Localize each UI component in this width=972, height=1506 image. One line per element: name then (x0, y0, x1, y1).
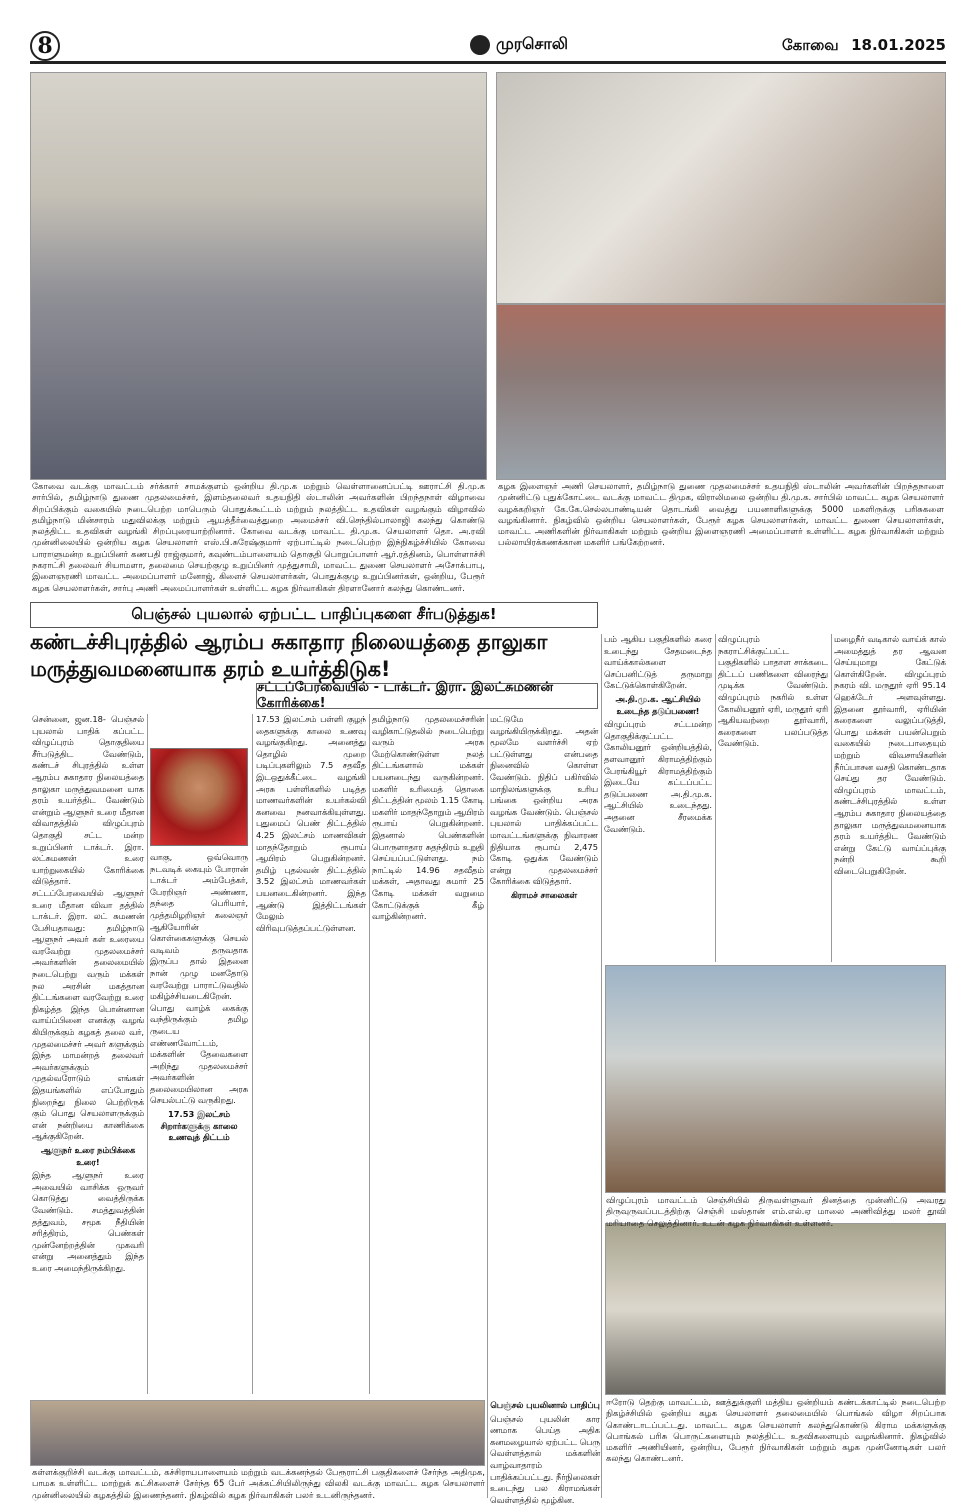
photo1-caption: கோவை வடக்கு மாவட்டம் சர்க்கார் சாமக்குளம் ஒன்றிய தி.மு.க மற்றும் வெள்ளானைப்பட்டி ஊராட்சி தி.மு.க சார்பில், தமிழ்நாடு துணை முதலமைச்சர், இளம்தலைவர் உதயநிதி ஸ்டாலின் அவர்களின் பிறந்தநாள் விழாவை சிறப்பிக்கும் வகையில் நடைபெற்ற மாபெரும் பொதுக்கூட்டம் மற்றும் நலத்திட்ட உதவிகள் வழங்கும் விழாவில் தமிழ்நாடு மின்சாரம் மதுவிலக்கு மற்றும் ஆயத்தீர்வைத்துறை அமைச்சர் வி.செந்தில்பாலாஜி கலந்து கொண்டு நலத்திட்ட உதவிகள் வழங்கி சிறப்புரையாற்றினார். கோவை வடக்கு மாவட்ட தி.மு.க. செயலாளர் தொ. அ.ரவி முன்னிலையில் ஒன்றிய கழக செயலாளர் எஸ்.பி.சுரேஷ்குமார் ஏற்பாட்டில் நடைபெற்ற இந்நிகழ்ச்சியில் கோவை பாராளுமன்ற உறுப்பினர் கணபதி ராஜ்குமார், கவுண்டம்பாளையம் தொகுதி பொறுப்பாளர் ஆர்.ரத்தினம், பொள்ளாச்சி நகராட்சி தலைவர் சியாமளா, தலைமை செயற்குழு உறுப்பினர் முத்துசாமி, மாவட்ட துணை செயலாளர் அசோக்பாபு, இளைஞரணி மாவட்ட அமைப்பாளர் மனோஜ், கிளைச் செயலாளர்கள், பொதுக்குழு உறுப்பினர்கள், ஒன்றிய, பேரூர் கழக செயலாளர்கள், சார்பு அணி அமைப்பாளர்கள் உள்ளிட்ட கழக நிர்வாகிகள் திரளானோர் கலந்து கொண்டனர். (32, 482, 485, 594)
article-headline-box (30, 632, 598, 682)
photo-sewing-machine-event (30, 72, 487, 480)
column-divider (601, 634, 602, 1498)
photo5-caption: ஈரோடு தெற்கு மாவட்டம், ஊத்துக்குளி மத்திய ஒன்றியம் கண்டக்காட்டில் நடைபெற்ற நிகழ்ச்சியில் ஒன்றிய கழக செயலாளர் தலைமையில் பொங்கல் விழா சிறப்பாக கொண்டாடப்பட்டது. மாவட்ட கழக செயலாளர் கலந்துகொண்டு கிராம மக்களுக்கு பொங்கல் பரிசு பொருட்களையும் நலத்திட்ட உதவிகளையும் வழங்கினார். நிகழ்வில் மகளிர் அணியினர், ஒன்றிய, பேரூர் நிர்வாகிகள் மற்றும் கழக முன்னோடிகள் பலர் கலந்து கொண்டனர். (606, 1398, 946, 1465)
photo-pongal-event (605, 1223, 946, 1395)
column-9-text: பெஞ்சல் புயலின் கார ணமாக பெய்த அதிக கனமழையால் ஏற்பட்ட பெரு வெள்ளத்தால் மக்களின் வாழ்வாதாரம் பாதிக்கப்பட்டது. நீர்நிலைகள் உடைந்து பல கிராமங்கள் வெள்ளத்தில் மூழ்கின. (490, 1413, 600, 1505)
edition-label: கோவை (782, 36, 839, 54)
column-6-text: பம் ஆகிய பகுதிகளில் கரை உடைந்து சேதமடைந்த வாய்க்கால்களை செப்பனிட்டுத் தருமாறு கேட்டுக்கொள்கிறேன். (604, 634, 712, 691)
article-column-7: விழுப்புரம் நகராட்சிக்குட்பட்ட பகுதிகளில் பாதாள சாக்கடை திட்டப் பணிகளை விரைந்து முடிக்க வேண்டும். விழுப்புரம் நகரில் உள்ள கோலியனூர் ஏரி, மருதூர் ஏரி ஆகியவற்றை தூர்வாரி, கரைகளை பலப்படுத்த வேண்டும். (718, 634, 828, 749)
page-number: 8 (30, 31, 60, 61)
mla-portrait (150, 748, 248, 846)
page-header (30, 30, 946, 64)
photo-crowd-women (496, 304, 946, 480)
column-divider (147, 714, 148, 1394)
photo4-caption: விழுப்புரம் மாவட்டம் செஞ்சியில் திருவள்ளுவர் தினத்தை முன்னிட்டு அவரது திருவுருவப்படத்திற்கு செஞ்சி மஸ்தான் எம்.எல்.ஏ மாலை அணிவித்து மலர் தூவி மரியாதை செலுத்தினார். உடன் கழக நிர்வாகிகள் உள்ளனர். (606, 1196, 946, 1229)
article-column-3: 17.53 இலட்சம் பள்ளி குழந் தைகளுக்கு காலை உணவு வழங்குகிறது. அனைத்து தொழில் முறை படிப்புகளிலும் 7.5 சதவீத இடஒதுக்கீட்டை வழங்கி அரசு பள்ளிகளில் படித்த மாணவர்களின் உயர்கல்வி கனவை நனவாக்கியுள்ளது. புதுமைப் பெண் திட்டத்தில் 4.25 இலட்சம் மாணவிகள் மாதந்தோறும் ரூபாய் ஆயிரம் பெறுகின்றனர். தமிழ் புதல்வன் திட்டத்தில் 3.52 இலட்சம் மாணவர்கள் பயனடைகின்றனர். இந்த ஆண்டு இத்திட்டங்கள் மேலும் விரிவுபடுத்தப்பட்டுள்ளன. (256, 714, 366, 933)
masthead (470, 34, 568, 55)
article-column-9 (490, 1398, 600, 1505)
column-2-subheading: 17.53 இலட்சம் சிறார்களுக்கு காலை உணவுத் திட்டம் (160, 1109, 238, 1143)
column-divider (715, 634, 716, 962)
article-kicker-box (30, 602, 598, 628)
article-column-1 (32, 714, 144, 1394)
article-subhead: சட்டப்பேரவையில் - டாக்டர். இரா. இலட்சுமணன் கோரிக்கை! (257, 680, 554, 711)
column-5-subheading: கிராமச் சாலைகள் (510, 889, 578, 900)
column-divider (252, 714, 253, 1394)
article-headline: கண்டச்சிபுரத்தில் ஆரம்ப சுகாதார நிலையத்தை தாலுகா மருத்துவமனையாக தரம் உயர்த்திடுக! (30, 630, 548, 681)
column-divider (369, 714, 370, 1394)
column-2-text: வாகு, ஒவ்வொரு நடவடிக் கையும் போரான் டாக்டர் அம்பேத்கர், பேரறிஞர் அண்ணா, தந்தை பெரியார், முத்தமிழறிஞர் கலைஞர் ஆகியோரின் கொள்கைகளுக்கு செயல் வடிவம் தருவதாக இருப்ப தால் இதனை நான் முழு மனதோடு வரவேற்று பாராட்டுவதில் மகிழ்ச்சியடைகிறேன். பொது வாழ்க் கைக்கு வந்திருக்கும் தமிழ ருடைய எண்ணவோட்டம், மக்களின் தேவைகளை அறிந்து முதலமைச்சர் அவர்களின் தலைமையிலான அரசு செயல்பட்டு வருகிறது. (150, 852, 248, 1106)
newspaper-logo-icon (470, 35, 490, 55)
column-6-subheading: அ.தி.மு.க. ஆட்சியில் உடைந்த தடுப்பணை! (615, 693, 701, 716)
photo-thiruvalluvar-tribute (605, 965, 946, 1193)
photo6-caption: கள்ளக்குறிச்சி வடக்கு மாவட்டம், கச்சிராயபாளையம் மற்றும் வடக்கனந்தல் பேரூராட்சி பகுதிகளைச் சேர்ந்த அதிமுக, பாமக உள்ளிட்ட மாற்றுக் கட்சிகளைச் சேர்ந்த 65 பேர் அக்கட்சியிலிருந்து விலகி வடக்கு மாவட்ட கழக செயலாளர் முன்னிலையில் கழகத்தில் இணைந்தனர். நிகழ்வில் கழக நிர்வாகிகள் பலர் உடனிருந்தனர். (32, 1468, 485, 1501)
article-column-4: தமிழ்நாடு முதலமைச்சரின் வழிகாட்டுதலில் நடைபெற்று வரும் அரசு மேற்கொண்டுள்ள நலத் திட்டங்களால் மக்கள் பயனடைந்து வருகின்றனர். மகளிர் உரிமைத் தொகை திட்டத்தின் மூலம் 1.15 கோடி மகளிர் மாதந்தோறும் ஆயிரம் ரூபாய் பெறுகின்றனர். இதனால் பெண்களின் பொருளாதார சுதந்திரம் உறுதி செய்யப்பட்டுள்ளது. நம் நாட்டில் 14.96 சதவீதம் மக்கள், அதாவது சுமார் 25 கோடி மக்கள் வறுமை கோட்டுக்குக் கீழ் வாழ்கின்றனர். (372, 714, 484, 922)
article-subhead-box (256, 680, 598, 711)
newspaper-name: முரசொலி (496, 34, 568, 53)
photo-party-joining (30, 1400, 485, 1466)
photo2-caption: கழக இளைஞர் அணி செயலாளர், தமிழ்நாடு துணை முதலமைச்சர் உதயநிதி ஸ்டாலின் அவர்களின் பிறந்தநாளை முன்னிட்டு புதுக்கோட்டை வடக்கு மாவட்ட திமுக, விராலிமலை ஒன்றிய தி.மு.க. சார்பில் மாவட்ட கழக செயலாளர் வழக்கறிஞர் கே.கே.செல்லபாண்டியன் தொடங்கி வைத்து பயனாளிகளுக்கு 5000 மகளிருக்கு பரிசுகளை வழங்கினார். நிகழ்வில் ஒன்றிய செயலாளர்கள், பேரூர் கழக செயலாளர்கள், மாவட்ட துணை செயலாளர்கள், மாவட்ட அணிகளின் நிர்வாகிகள் மற்றும் ஒன்றிய இளைஞரணி அமைப்பாளர் உள்ளிட்ட கழக நிர்வாகிகள் மற்றும் பல்லாயிரக்கணக்கான மகளிர் பங்கேற்றனர். (498, 482, 944, 549)
article-column-5 (490, 714, 598, 1394)
column-divider (487, 714, 488, 1498)
article-kicker: பெஞ்சல் புயலால் ஏற்பட்ட பாதிப்புகளை சீர்படுத்துக! (131, 605, 497, 623)
issue-date: 18.01.2025 (851, 36, 946, 54)
column-1-subheading: ஆளுநர் உரை நம்பிக்கை உரை! (40, 1144, 136, 1167)
column-6-text-b: விழுப்புரம் சட்டமன்ற தொகுதிக்குட்பட்ட கோலியனூர் ஒன்றியத்தில், தளவானூர் கிராமத்திற்கும் பேரங்கியூர் கிராமத்திற்கும் இடையே கட்டப்பட்ட தடுப்பணை அ.தி.மு.க. ஆட்சியில் உடைந்தது. அதனை சீரமைக்க வேண்டும். (604, 719, 712, 834)
column-1-text-b: இந்த ஆளுநர் உரை அவையில் வாசிக்க ஒருவர் கொடுத்து வைத்திருக்க வேண்டும். சமத்துவத்தின் தத்துவம், சமூக நீதியின் சரித்திரம், பெண்கள் முன்னேற்றத்தின் முகவரி என்று அனைத்தும் இந்த உரை அமைந்திருக்கிறது. (32, 1170, 144, 1273)
article-column-2 (150, 852, 248, 1394)
photo-gift-distribution (496, 72, 946, 304)
column-5-text: மட்டுமே வழங்கியிருக்கிறது. அதன் மூலமே வளர்ச்சி ஏற் பட்டுள்ளது என்பதை நினைவில் கொள்ள வேண்டும். நிதிப் பகிர்வில் மாநிலங்களுக்கு உரிய பங்கை ஒன்றிய அரசு வழங்க வேண்டும். பெஞ்சல் புயலால் பாதிக்கப்பட்ட மாவட்டங்களுக்கு நிவாரண நிதியாக ரூபாய் 2,475 கோடி ஒதுக்க வேண்டும் என்று முதலமைச்சர் கோரிக்கை விடுத்தார். (490, 714, 598, 887)
column-divider (831, 634, 832, 962)
column-1-text: சென்னை, ஜன.18- பெஞ்சல் புயலால் பாதிக் கப்பட்ட விழுப்புரம் தொகுதியை சீர்படுத்திட வேண்டும், கண்டச் சிபுரத்தில் உள்ள ஆரம்ப சுகாதார நிலையத்தை தாலுகா மருத்துவமனை யாக தரம் உயர்த்திட வேண்டும் என்றும் ஆளுநர் உரை மீதான விவாதத்தில் விழுப்புரம் தொகுதி சட்ட மன்ற உறுப்பினர் டாக்டர். இரா. லட்சுமணன் உரை யாற்றுகையில் கோரிக்கை விடுத்தார். சட்டப்பேரவையில் ஆளுநர் உரை மீதான விவா தத்தில் டாக்டர். இரா. லட் சுமணன் பேசியதாவது: தமிழ்நாடு ஆளுநர் அவர் கள் உரையை வரவேற்று முதலமைச்சர் அவர்களின் தலைமையில் நடைபெற்று வரும் மக்கள் நல அரசின் மகத்தான திட்டங்களை வரவேற்று உரை நிகழ்த்த இந்த பொன்னான வாய்ப்பினை எனக்கு வழங் கியிருக்கும் கழகத் தலை வர், முதலமைச்சர் அவர் களுக்கும் இந்த மாமன்றத் தலைவர் அவர்களுக்கும் முதல்வரோடும் எங்கள் இதயங்களில் எப்போதும் நிறைந்து நிலை பெற்றிருக் கும் பொது செயலாளருக்கும் என் நன்றியை காணிக்கை ஆக்குகிறேன். (32, 714, 144, 1142)
article-column-6 (604, 634, 712, 962)
article-column-8: மழைநீர் வடிகால் வாய்க் கால் அமைத்துத் தர ஆவன செய்யுமாறு கேட்டுக் கொள்கிறேன். விழுப்புரம் நகரம் வி. மருதூர் ஏரி 95.14 ஹெக்டேர் அளவுள்ளது. இதனை தூர்வாரி, ஏரியின் கரைகளை வலுப்படுத்தி, பொது மக்கள் பயன்பெறும் வகையில் நடைபாதையும் மற்றும் விவசாயிகளின் நீர்ப்பாசன வசதி கொண்டதாக செய்து தர வேண்டும். விழுப்புரம் மாவட்டம், கண்டச்சிபுரத்தில் உள்ள ஆரம்ப சுகாதார நிலையத்தை தாலுகா மருத்துவமனையாக தரம் உயர்த்திட வேண்டும் என்று கேட்டு வாய்ப்புக்கு நன்றி கூறி விடைபெறுகிறேன். (834, 634, 946, 876)
column-9-subheading: பெஞ்சல் புயலினால் பாதிப்பு (490, 1400, 600, 1410)
